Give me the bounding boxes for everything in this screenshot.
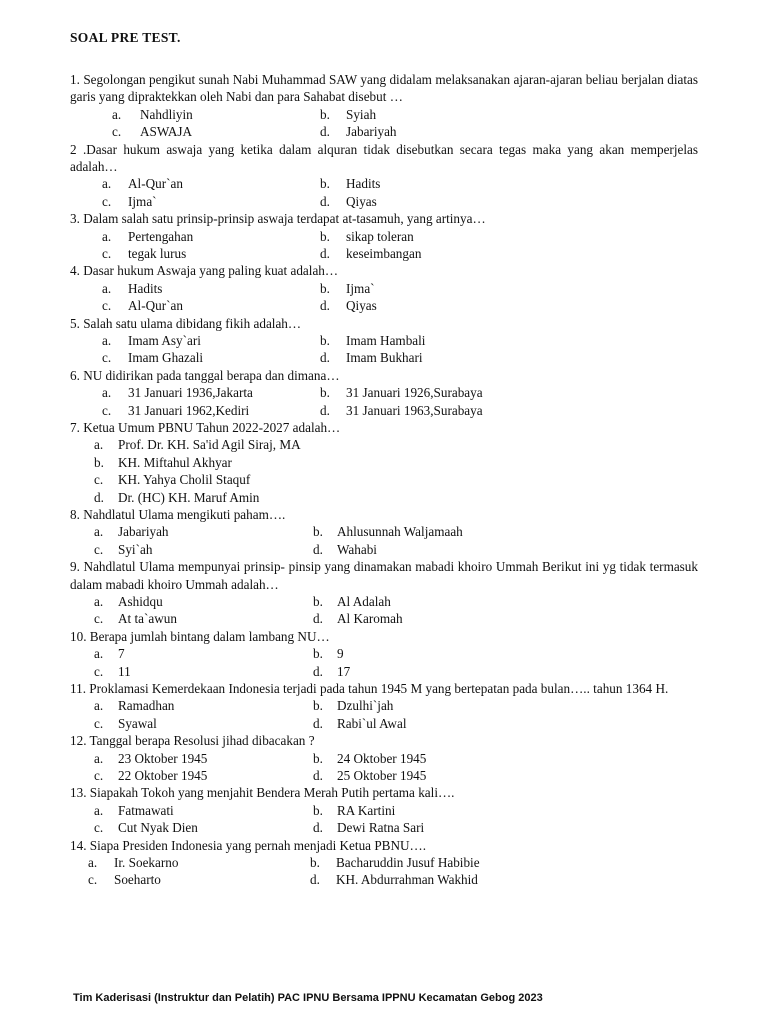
option-label: a. (94, 593, 104, 609)
option-label: b. (310, 854, 320, 870)
options-block (70, 228, 698, 263)
option-b (313, 593, 391, 610)
option-label: b. (313, 698, 323, 714)
question-text: 9. Nahdlatul Ulama mempunyai prinsip- pinsip yang dinamakan mabadi khoiro Ummah Berikut ini yg tidak termasuk dalam mabadi khoiro Ummah adalah… (70, 559, 698, 592)
option-b (320, 280, 375, 297)
option-b (313, 645, 344, 662)
option-row (70, 593, 698, 610)
option-row (70, 384, 698, 401)
question-9 (70, 558, 698, 628)
question-10 (70, 628, 698, 680)
option-d (320, 123, 397, 140)
option-d (313, 541, 377, 558)
option-a (94, 593, 163, 610)
option-label: c. (94, 715, 104, 731)
option-text: Prof. Dr. KH. Sa'id Agil Siraj, MA (118, 437, 301, 453)
option-label: d. (320, 124, 330, 140)
option-text: 23 Oktober 1945 (118, 750, 208, 766)
option-text: Rabi`ul Awal (337, 715, 407, 731)
option-a (70, 436, 698, 453)
option-label: b. (313, 646, 323, 662)
option-c (94, 541, 152, 558)
option-a (112, 106, 193, 123)
option-label: a. (102, 176, 112, 192)
option-label: b. (313, 593, 323, 609)
option-b (320, 106, 376, 123)
option-c (94, 715, 157, 732)
option-c (102, 193, 157, 210)
question-14 (70, 837, 698, 889)
option-text: Al Karomah (337, 611, 403, 627)
option-label: b. (313, 750, 323, 766)
option-label: d. (313, 820, 323, 836)
option-label: d. (313, 611, 323, 627)
option-label: d. (320, 245, 330, 261)
question-4 (70, 262, 698, 314)
option-label: b. (320, 280, 330, 296)
option-label: c. (94, 541, 104, 557)
option-label: a. (112, 106, 122, 122)
options-block (70, 523, 698, 558)
option-label: b. (320, 106, 330, 122)
option-text: Ijma` (346, 280, 375, 296)
option-label: c. (94, 472, 104, 488)
option-text: Jabariyah (118, 524, 169, 540)
options-block (70, 802, 698, 837)
option-d (313, 819, 424, 836)
option-d (320, 349, 423, 366)
option-label: a. (94, 802, 104, 818)
option-d (320, 297, 377, 314)
question-2 (70, 141, 698, 211)
option-text: Syi`ah (118, 541, 153, 557)
question-6 (70, 367, 698, 419)
option-row (70, 332, 698, 349)
option-text: 11 (118, 663, 131, 679)
option-text: 25 Oktober 1945 (337, 767, 427, 783)
option-text: Soeharto (114, 872, 161, 888)
options-block (70, 175, 698, 210)
question-text: 4. Dasar hukum Aswaja yang paling kuat adalah… (70, 263, 339, 279)
option-c (102, 349, 203, 366)
option-text: Ramadhan (118, 698, 175, 714)
option-text: Ashidqu (118, 593, 163, 609)
option-text: Imam Hambali (346, 332, 426, 348)
option-d (320, 402, 483, 419)
question-8 (70, 506, 698, 558)
option-row (70, 645, 698, 662)
option-label: b. (320, 385, 330, 401)
option-text: Pertengahan (128, 228, 194, 244)
option-text: 31 Januari 1962,Kediri (128, 402, 250, 418)
option-row (70, 819, 698, 836)
option-row (70, 523, 698, 540)
option-a (102, 228, 193, 245)
option-text: KH. Abdurrahman Wakhid (336, 872, 478, 888)
option-text: 17 (337, 663, 351, 679)
option-text: 7 (118, 646, 125, 662)
question-3 (70, 210, 698, 262)
option-b (320, 228, 414, 245)
option-row (70, 245, 698, 262)
option-a (88, 854, 178, 871)
option-c (102, 245, 186, 262)
question-text: 12. Tanggal berapa Resolusi jihad dibacakan ? (70, 733, 315, 749)
option-text: tegak lurus (128, 245, 187, 261)
option-row (70, 854, 698, 871)
option-label: d. (320, 193, 330, 209)
option-a (102, 175, 183, 192)
option-text: Al-Qur`an (128, 176, 183, 192)
option-label: c. (94, 767, 104, 783)
option-label: b. (313, 524, 323, 540)
option-label: d. (320, 350, 330, 366)
option-c (94, 767, 207, 784)
option-label: d. (313, 663, 323, 679)
question-7 (70, 419, 698, 506)
option-label: c. (102, 350, 112, 366)
option-a (94, 697, 174, 714)
question-12 (70, 732, 698, 784)
question-text: 13. Siapakah Tokoh yang menjahit Bendera Merah Putih pertama kali…. (70, 785, 455, 801)
option-text: Hadits (346, 176, 381, 192)
option-text: KH. Yahya Cholil Staquf (118, 472, 251, 488)
option-row (70, 402, 698, 419)
question-list (70, 71, 698, 889)
option-row (70, 297, 698, 314)
option-label: a. (102, 228, 112, 244)
question-text: 7. Ketua Umum PBNU Tahun 2022-2027 adalah… (70, 419, 341, 435)
option-d (313, 663, 350, 680)
option-b (320, 175, 380, 192)
option-label: d. (94, 489, 104, 505)
option-label: d. (310, 872, 320, 888)
option-label: a. (94, 437, 104, 453)
option-text: 31 Januari 1963,Surabaya (346, 402, 483, 418)
option-text: Wahabi (337, 541, 377, 557)
option-row (70, 349, 698, 366)
option-row (70, 697, 698, 714)
option-c (88, 871, 161, 888)
option-b (313, 802, 395, 819)
option-text: At ta`awun (118, 611, 177, 627)
option-text: Dr. (HC) KH. Maruf Amin (118, 489, 260, 505)
option-row (70, 715, 698, 732)
option-label: b. (320, 228, 330, 244)
page-title: SOAL PRE TEST. (70, 30, 181, 45)
question-5 (70, 315, 698, 367)
option-row (70, 123, 698, 140)
option-d (313, 767, 426, 784)
option-text: Hadits (128, 280, 163, 296)
options-block (70, 384, 698, 419)
option-text: 31 Januari 1926,Surabaya (346, 385, 483, 401)
option-label: b. (94, 454, 104, 470)
option-label: a. (94, 524, 104, 540)
option-text: Cut Nyak Dien (118, 820, 198, 836)
option-c (94, 610, 177, 627)
option-row (70, 802, 698, 819)
option-label: c. (102, 402, 112, 418)
option-label: d. (320, 402, 330, 418)
question-text: 8. Nahdlatul Ulama mengikuti paham…. (70, 506, 286, 522)
option-label: c. (102, 193, 112, 209)
question-text: 10. Berapa jumlah bintang dalam lambang NU… (70, 628, 330, 644)
question-text: 11. Proklamasi Kemerdekaan Indonesia terjadi pada tahun 1945 M yang bertepatan pada bulan….. tahun 1364 H. (70, 680, 669, 696)
option-row (70, 280, 698, 297)
question-text: 5. Salah satu ulama dibidang fikih adalah… (70, 315, 302, 331)
option-text: Dzulhi`jah (337, 698, 394, 714)
option-text: Syiah (346, 106, 377, 122)
option-text: keseimbangan (346, 245, 422, 261)
option-row (70, 541, 698, 558)
option-c (112, 123, 192, 140)
option-text: Ahlusunnah Waljamaah (337, 524, 463, 540)
option-label: b. (320, 332, 330, 348)
option-b (320, 332, 425, 349)
option-text: KH. Miftahul Akhyar (118, 454, 232, 470)
option-row (70, 175, 698, 192)
option-d (70, 489, 698, 506)
option-a (94, 523, 169, 540)
option-label: c. (94, 820, 104, 836)
options-block (70, 332, 698, 367)
option-text: Jabariyah (346, 124, 397, 140)
option-c (102, 297, 183, 314)
question-text: 3. Dalam salah satu prinsip-prinsip aswaja terdapat at-tasamuh, yang artinya… (70, 211, 486, 227)
option-label: a. (94, 646, 104, 662)
option-c (102, 402, 249, 419)
option-b (310, 854, 480, 871)
option-c (94, 663, 131, 680)
option-a (94, 750, 207, 767)
option-text: Dewi Ratna Sari (337, 820, 425, 836)
option-text: Al-Qur`an (128, 298, 183, 314)
option-d (313, 715, 406, 732)
option-label: a. (88, 854, 98, 870)
option-label: a. (102, 332, 112, 348)
option-text: ASWAJA (140, 124, 193, 140)
option-b (313, 750, 426, 767)
option-text: Ir. Soekarno (114, 854, 179, 870)
option-row (70, 106, 698, 123)
option-d (320, 193, 377, 210)
options-block (70, 697, 698, 732)
option-d (313, 610, 403, 627)
option-row (70, 663, 698, 680)
option-label: c. (102, 245, 112, 261)
question-11 (70, 680, 698, 732)
option-text: Al Adalah (337, 593, 391, 609)
option-text: Qiyas (346, 193, 377, 209)
option-row (70, 228, 698, 245)
option-label: d. (320, 298, 330, 314)
options-block (70, 854, 698, 889)
options-block (70, 750, 698, 785)
option-text: Fatmawati (118, 802, 174, 818)
option-b (70, 454, 698, 471)
option-text: Imam Bukhari (346, 350, 423, 366)
option-text: 31 Januari 1936,Jakarta (128, 385, 253, 401)
option-label: a. (102, 280, 112, 296)
option-label: c. (88, 872, 98, 888)
option-text: Imam Asy`ari (128, 332, 201, 348)
option-label: c. (94, 663, 104, 679)
footer-text: Tim Kaderisasi (Instruktur dan Pelatih) PAC IPNU Bersama IPPNU Kecamatan Gebog 2023 (73, 992, 543, 1004)
option-text: Bacharuddin Jusuf Habibie (336, 854, 480, 870)
option-b (313, 523, 463, 540)
option-label: a. (94, 750, 104, 766)
option-text: Qiyas (346, 298, 377, 314)
options-block (70, 106, 698, 141)
option-row (70, 767, 698, 784)
option-text: Nahdliyin (140, 106, 193, 122)
option-text: Syawal (118, 715, 157, 731)
option-label: c. (94, 611, 104, 627)
option-text: 22 Oktober 1945 (118, 767, 208, 783)
option-row (70, 610, 698, 627)
option-c (94, 819, 198, 836)
option-label: b. (320, 176, 330, 192)
option-label: d. (313, 715, 323, 731)
options-block (70, 593, 698, 628)
option-c (70, 471, 698, 488)
option-label: a. (94, 698, 104, 714)
option-label: b. (313, 802, 323, 818)
question-text: 14. Siapa Presiden Indonesia yang pernah menjadi Ketua PBNU…. (70, 837, 426, 853)
option-b (313, 697, 393, 714)
question-text: 1. Segolongan pengikut sunah Nabi Muhammad SAW yang didalam melaksanakan ajaran-ajaran beliau berjalan diatas garis yang dipraktekkan oleh Nabi dan para Sahabat disebut … (70, 72, 698, 105)
option-a (94, 645, 125, 662)
options-block (70, 436, 698, 506)
option-a (94, 802, 174, 819)
option-label: d. (313, 767, 323, 783)
option-row (70, 750, 698, 767)
options-block (70, 280, 698, 315)
option-a (102, 332, 201, 349)
option-a (102, 384, 253, 401)
question-1 (70, 71, 698, 141)
option-text: sikap toleran (346, 228, 414, 244)
options-block (70, 645, 698, 680)
option-text: Ijma` (128, 193, 157, 209)
option-d (320, 245, 421, 262)
option-b (320, 384, 483, 401)
option-text: RA Kartini (337, 802, 396, 818)
option-text: Imam Ghazali (128, 350, 204, 366)
question-text: 2 .Dasar hukum aswaja yang ketika dalam alquran tidak disebutkan secara tegas maka yang akan memperjelas adalah… (70, 141, 698, 174)
option-label: c. (112, 124, 122, 140)
question-text: 6. NU didirikan pada tanggal berapa dan dimana… (70, 367, 340, 383)
option-text: 24 Oktober 1945 (337, 750, 427, 766)
option-label: a. (102, 385, 112, 401)
question-13 (70, 784, 698, 836)
option-d (310, 871, 478, 888)
option-row (70, 193, 698, 210)
option-label: c. (102, 298, 112, 314)
option-text: 9 (337, 646, 344, 662)
option-row (70, 871, 698, 888)
option-a (102, 280, 162, 297)
option-label: d. (313, 541, 323, 557)
